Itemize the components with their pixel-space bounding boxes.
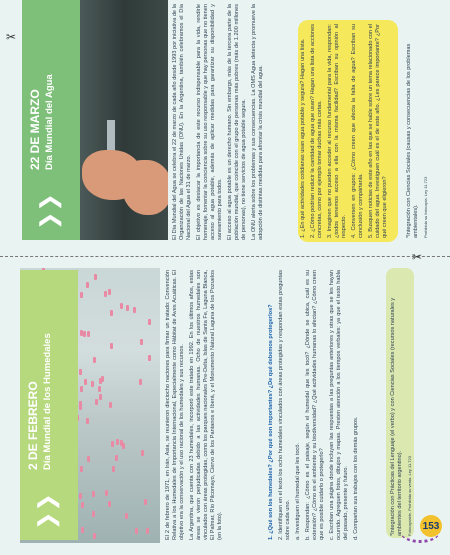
right-footer	[406, 24, 429, 238]
left-footer-text: *Integración con Prácticas del Lenguaje (el verbo) y con Ciencias Sociales (recursos naturales y ambientes del territorio argentino).	[390, 297, 403, 536]
flamingo-dot	[108, 501, 111, 507]
flamingo-dot	[126, 305, 129, 311]
flamingo-dot	[116, 439, 119, 445]
flamingo-dot	[111, 441, 114, 447]
flamingo-dot	[81, 502, 84, 508]
right-question-3: 3. Imaginen que no pueden acceder al recurso fundamental para la vida, respondan: ¿todos tenemos acceso a ella con la misma facilidad? Escriban su opinión al respecto.	[327, 24, 347, 238]
right-paragraph-1: El Día Mundial del Agua se celebra el 22 de marzo de cada año desde 1993 por iniciativa de la Organización de las Naciones Unidas (ONU). En la Argentina, también celebramos el Día Nacional del Agua el 31 de marzo.	[172, 4, 192, 240]
flamingo-dot	[120, 303, 123, 309]
flamingo-dot	[93, 357, 96, 363]
flamingo-dot	[93, 533, 96, 539]
left-question-2b: b. Respondan: ¿Cómo es el paisaje, según el humedal que les tocó? ¿Dónde se ubica, cuál es su extensión? ¿Cómo es el ambiente y su biodiversidad? ¿Qué actividades humanas lo afectan? ¿Cómo creen que es posible cuidarlo o protegerlo?	[305, 270, 325, 540]
flamingo-dot	[91, 381, 94, 387]
flamingo-dot	[144, 499, 147, 505]
right-question-5: 5. Busquen noticias de este año en las que se hable sobre un tema relacionado con el cuidado del agua. Investiguen cuál es el de este año. ¿Les parece importante? ¿Por qué creen que eligieron?	[368, 24, 388, 238]
chevron-icon: ❯❯	[34, 493, 59, 530]
flamingo-dot	[109, 402, 112, 408]
right-paragraph-3: El acceso al agua potable es un derecho humano. Sin embargo, más de la tercera parte de la población mundial, que coincide con el grupo de personas más pobres (más de 1.200 millones de personas), no tiene servicios de agua potable segura.	[227, 4, 247, 240]
left-title: Día Mundial de los Humedales	[42, 333, 53, 470]
flamingo-dot	[110, 310, 113, 316]
flamingo-dot	[105, 490, 108, 496]
right-title: Día Mundial del Agua	[44, 74, 55, 170]
flamingo-dot	[79, 493, 82, 499]
flamingo-dot	[79, 401, 82, 407]
page-number: 153	[420, 515, 442, 537]
flamingo-dot	[95, 399, 98, 405]
left-question-1: 1. ¿Qué son los humedales? ¿Por qué son importantes? ¿De qué debemos protegerlos?	[268, 304, 274, 540]
flamingo-dot	[115, 455, 118, 461]
flamingo-dot	[141, 450, 144, 456]
flamingo-dot	[81, 527, 84, 533]
flamingo-dot	[148, 319, 151, 325]
chevron-icon: ❯❯	[36, 193, 61, 230]
left-date: 2 DE FEBRERO	[26, 381, 40, 470]
right-question-4: 4. Conversen en grupos: ¿Cómo creen que afecta la falta de agua? Escriban su conclusión y compártanla.	[351, 24, 364, 238]
left-footer	[390, 274, 413, 536]
cut-line	[0, 256, 450, 257]
right-banner	[22, 0, 80, 240]
right-questions	[300, 24, 392, 238]
flamingo-dot	[80, 292, 83, 298]
hand-right	[122, 160, 168, 215]
flamingo-dot	[86, 282, 89, 288]
right-footer-small: Prohibida su fotocopia. Ley 11.723	[423, 176, 428, 238]
left-body	[165, 270, 227, 540]
flamingo-dot	[120, 440, 123, 446]
left-paragraph-2: La Argentina, que cuenta con 23 humedales, incorporó este tratado en 1992. En los últimos años, estas áreas se vieron perjudicadas debido a las actividades humanas. Ocho de nuestros humedales son vinculados con áreas protegidas, como los parques nacionales Pre-Delta, Islas de Santa Fe, Laguna Blanca, El Palmar, Río Pilcomayo, Ciervo de los Pantanos e Iberá, y el Monumento Natural Laguna de los Pozuelos (en la foto).	[189, 270, 223, 540]
flamingo-dot	[148, 355, 151, 361]
flamingo-dot	[133, 307, 136, 313]
flamingo-dot	[125, 513, 128, 519]
flamingo-dot	[99, 394, 102, 400]
right-body	[172, 4, 268, 240]
left-banner	[20, 270, 78, 540]
left-footer-small: Fotocopiable. Prohibida su venta. Ley 11.723	[407, 456, 412, 536]
scissors-icon: ✂	[412, 250, 423, 264]
flamingo-dot	[86, 418, 89, 424]
right-paragraph-2: El objetivo es destacar la importancia de este recurso indispensable para la vida, rendirle homenaje, fomentar la conciencia sobre su uso responsable y que hay personas que no tienen acceso al agua potable, además de aplicar medidas para garantizar su disponibilidad y saneamiento para todos.	[196, 4, 223, 240]
flamingo-dot	[108, 289, 111, 295]
flamingo-dot	[80, 386, 83, 392]
right-footer-text: *Integración con Ciencias Sociales (causas y consecuencias de los problemas ambientales).	[406, 43, 419, 238]
right-paragraph-4: La ONU alerta sobre los problemas y sus consecuencias. La OMS Agua detecta y promueve la adopción de distintas medidas para afrontar la crisis mundial del agua.	[251, 4, 264, 240]
flamingo-dot	[112, 466, 115, 472]
left-paragraph-1: El 2 de febrero de 1971, en Irán, Asia, se reunieron dieciocho naciones para firmar un tratado: Convención Relativa a los Humedales de Importancia Internacional, Especialmente como Hábitat de Aves Acuáticas. El objetivo era la conservación y el uso racional de los humedales y sus recursos.	[165, 270, 185, 540]
left-questions	[268, 270, 363, 540]
flamingo-dot	[135, 528, 138, 534]
right-question-1: 1. ¿En qué actividades cotidianas usan agua potable y segura? Hagan una lista.	[300, 38, 306, 238]
flamingo-dot	[104, 291, 107, 297]
flamingo-dot	[92, 511, 95, 517]
flamingo-dot	[80, 466, 83, 472]
left-question-2c: c. Escriban una página donde incluyan las respuestas a las preguntas anteriores y otras que se les hayan ocurrido. Agreguen fotos, dibujos y mapas. Presten atención a los tiempos verbales: ya que el texto habla del pasado, presente y futuro.	[329, 270, 349, 540]
scissors-icon: ✂	[6, 30, 17, 44]
flamingo-dot	[94, 274, 97, 280]
flamingo-dot	[98, 386, 101, 392]
flamingo-dot	[140, 339, 143, 345]
flamingo-dot	[146, 528, 149, 534]
left-question-2a: a. Investiguen el humedal que les tocó.	[295, 442, 301, 540]
flamingo-dot	[110, 343, 113, 349]
left-question-2d: d. Compartan sus trabajos con los demás grupos.	[353, 416, 359, 540]
flamingo-dot	[139, 379, 142, 385]
flamingo-dot	[84, 379, 87, 385]
flamingo-dot	[87, 331, 90, 337]
flamingo-dot	[83, 331, 86, 337]
flamingo-dot	[101, 376, 104, 382]
left-question-2: 2. Identifiquen en el texto los ocho humedales vinculados con áreas protegidas y respondan estas preguntas sobre cada uno.	[278, 270, 291, 540]
flamingo-dot	[87, 456, 90, 462]
flamingo-dot	[92, 491, 95, 497]
right-question-2: 2. ¿Cómo podrían reducir la cantidad de agua que usan? Hagan una lista de acciones concretas, como por ejemplo tomar duchas más cortas.	[310, 24, 323, 238]
right-date: 22 DE MARZO	[28, 89, 42, 170]
flamingo-dot	[79, 369, 82, 375]
